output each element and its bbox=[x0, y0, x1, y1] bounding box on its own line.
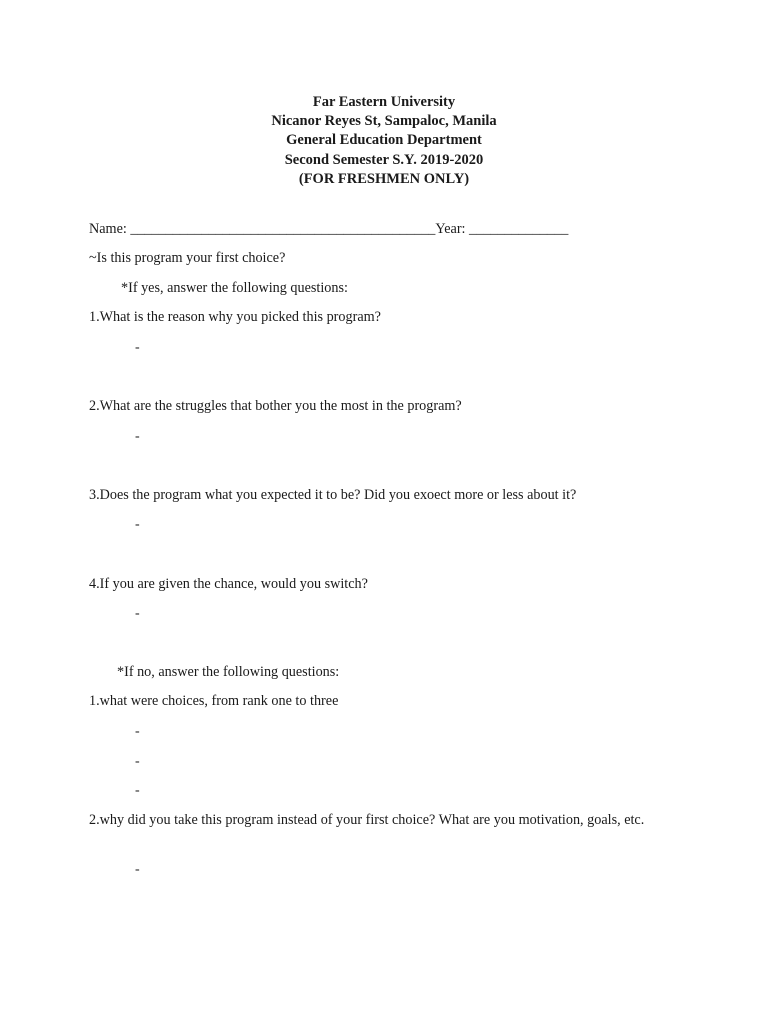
yes-question-3: 3.Does the program what you expected it to be? Did you exoect more or less about it? bbox=[89, 487, 577, 503]
if-no-instruction: *If no, answer the following questions: bbox=[117, 664, 340, 680]
audience-label: (FOR FRESHMEN ONLY) bbox=[298, 170, 470, 187]
university-name: Far Eastern University bbox=[312, 94, 456, 110]
yes-answer-4: - bbox=[135, 606, 140, 621]
no-answer-2: - bbox=[135, 862, 140, 877]
no-answer-1a: - bbox=[135, 724, 140, 739]
yes-question-4: 4.If you are given the chance, would you switch? bbox=[89, 576, 368, 592]
no-question-1: 1.what were choices, from rank one to three bbox=[89, 693, 339, 709]
yes-answer-3: - bbox=[135, 517, 140, 532]
document-header bbox=[0, 93, 768, 189]
first-choice-question: ~Is this program your first choice? bbox=[89, 250, 286, 266]
yes-question-2: 2.What are the struggles that bother you the most in the program? bbox=[89, 398, 462, 414]
department-name: General Education Department bbox=[286, 132, 482, 149]
university-address: Nicanor Reyes St, Sampaloc, Manila bbox=[271, 113, 497, 130]
yes-question-1: 1.What is the reason why you picked this program? bbox=[89, 309, 381, 325]
yes-answer-1: - bbox=[135, 340, 140, 355]
yes-answer-2: - bbox=[135, 429, 140, 444]
name-year-field: Name: ___________________________________________Year: ______________ bbox=[89, 221, 569, 237]
semester-label: Second Semester S.Y. 2019-2020 bbox=[284, 151, 484, 168]
if-yes-instruction: *If yes, answer the following questions: bbox=[121, 280, 348, 296]
no-answer-1c: - bbox=[135, 783, 140, 798]
no-answer-1b: - bbox=[135, 754, 140, 769]
no-question-2: 2.why did you take this program instead of your first choice? What are you motivation, goals, etc. bbox=[89, 812, 645, 828]
